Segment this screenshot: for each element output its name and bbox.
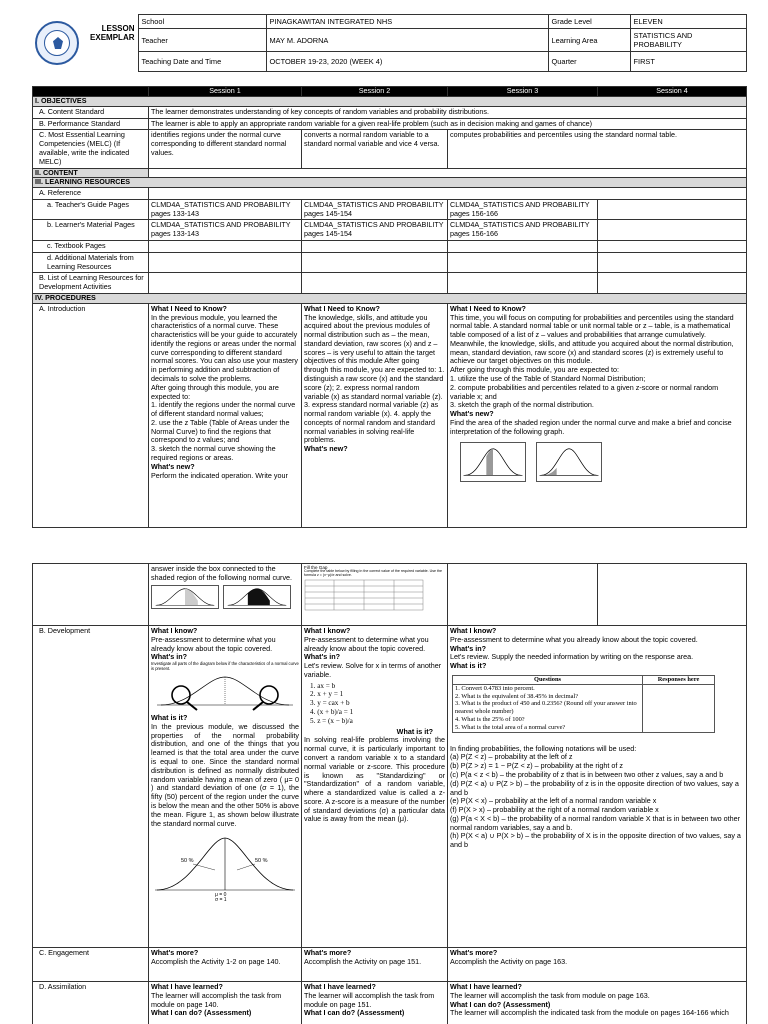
session-1-header: Session 1 — [149, 87, 302, 97]
header-table — [32, 14, 747, 72]
quarter-value: FIRST — [630, 52, 746, 72]
list-resources-label: B. List of Learning Resources for Development Activities — [33, 273, 149, 294]
assimilation-session-3: The learner will accomplish the task from module on page 163. — [450, 990, 650, 1000]
shaded-curve-1 — [151, 585, 219, 609]
tg-session-1: CLMD4A_STATISTICS AND PROBABILITY pages 133-143 — [149, 199, 302, 220]
fig-sigma-label: σ = 1 — [215, 897, 227, 903]
lesson-plan-table — [32, 86, 747, 528]
teacher-label: Teacher — [138, 29, 266, 52]
fig-mu-label: μ = 0 — [215, 892, 227, 899]
content-standard: The learner demonstrates understanding of key concepts of random variables and probability distributions. — [149, 106, 747, 118]
dev-session-3: What I know? Pre-assessment to determine what you already know about the topic covered. What's in? Let's review. Supply the needed information by writing on the response area. What is it? Questions Responses here 1. Convert 0.4783 into percent. 2. What is the equivalent of 38.45% in decimal? 3. What is the product of 450 and 0.2356? (Round off your answer into nearest whole number) 4. What is the 25% of 100? 5. What is the total area of a normal curve? In finding probabilities, the following notations will be used: (a) P(Z < z) – probability at the left of z (b) P(Z > z) = 1 − P(Z < z) – probability at the right of z (c) P(a < z < b) – the probability of z that is in between two other z values, say a and b (d) P(Z < a) ∪ P(Z > b) – the probability of z is in the opposite direction of two values, say a and b (e) P(X < x) – probability at the left of a normal random variable x (f) P(X > x) – probability at the right of a normal random variable x (g) P(a < X < b) – the probability of a normal random variable X that is in between two other normal random variables, say a and b. (h) P(X < a) ∪ P(X > b) – the probability of X is in the opposite direction of two values, say a and b — [448, 626, 747, 948]
procedures-heading: IV. PROCEDURES — [33, 293, 747, 303]
learners-material-label: b. Learner's Material Pages — [33, 220, 149, 241]
objectives-heading: I. OBJECTIVES — [33, 97, 747, 107]
teacher-value: MAY M. ADORNA — [266, 29, 548, 52]
normal-curve-thumbnail-1 — [460, 442, 526, 482]
intro-session-3: What I Need to Know? This time, you will focus on computing for probabilities and percentiles using the standard normal table. A standard normal table or unit normal table or z – table, is a mathematical table composed of a list of z – values and probabilities that arrange cumulatively. Meanwhile, the knowledge, skills, and attitude you acquired about the normal distribution, mean, standard deviation, raw score (x) and standard scores (z) is extremely useful to achieve our target objectives on this module. After going through this module, you are expected to: 1. utilize the use of the Table of Standard Normal Distribution; 2. compute probabilities and percentiles related to a given z-score or normal random variable x; and 3. sketch the graph of the normal distribution. What's new? Find the area of the shaded region under the normal curve and make a brief and concise interpretation of the following graph. — [448, 303, 747, 527]
questions-header: Questions — [453, 675, 643, 684]
session-4-header: Session 4 — [598, 87, 747, 97]
fig-left-label: 50 % — [181, 858, 194, 865]
seal-icon — [35, 21, 79, 65]
school-label: School — [138, 15, 266, 29]
assimilation-session-1: The learner will accomplish the task from module on page 140. — [151, 990, 282, 1009]
intro-session-1: What I Need to Know? In the previous module, you learned the characteristics of a normal curve. These characteristics will be your guide to accurately identify the regions or areas under the normal curve corresponding to different standard normal scores. You can also use your mastery in performing addition and subtraction of decimals to solve the problems. After going through this module, you are expected to: 1. identify the regions under the normal curve of different standard normal values; 2. use the z Table (Table of Areas under the Normal Curve) to find the regions that correspond to z values; and 3. sketch the normal curve showing the required regions or areas. What's new? Perform the indicated operation. Write your — [149, 303, 302, 527]
lesson-exemplar-title: LESSON EXEMPLAR — [90, 23, 135, 43]
melc-session-1: identifies regions under the normal curve corresponding to different standard normal values. — [149, 130, 302, 168]
area-label: Learning Area — [548, 29, 630, 52]
response-area[interactable] — [643, 684, 715, 732]
melc-label: C. Most Essential Learning Competencies (MELC) (If available, write the indicated MELC) — [33, 130, 149, 168]
review-questions: 1. Convert 0.4783 into percent. 2. What is the equivalent of 38.45% in decimal? 3. What is the product of 450 and 0.2356? (Round off your answer into nearest whole number) 4. What is the 25% of 100? 5. What is the total area of a normal curve? — [453, 684, 643, 732]
grade-value: ELEVEN — [630, 15, 746, 29]
school-value: PINAGKAWITAN INTEGRATED NHS — [266, 15, 548, 29]
engagement-session-1: Accomplish the Activity 1-2 on page 140. — [151, 956, 281, 966]
fill-gap-table-image — [304, 579, 424, 611]
deped-seal — [32, 15, 80, 72]
dev-session-1: What I know? Pre-assessment to determine what you already know about the topic covered. What's in? Investigate all parts of the diagram below if the characteristics of a normal curve is present. What is it? In the previous module, we discussed the properties of the normal probability distribution, and one of the things that you learned is that the total area under the curve is equal to one. Since the standard normal distribution is defined as normally distributed random variable having a mean of zero ( μ= 0 ) and standard deviation of one (σ = 1), the fifty (50) percent of the region under the curve is below the mean and the other 50% is above the mean. Figure 1, as shown below illustrate the standard normal curve. 50 % 50 % μ = 0 σ = 1 — [149, 626, 302, 948]
normal-curve-thumbnail-2 — [536, 442, 602, 482]
tg-session-3: CLMD4A_STATISTICS AND PROBABILITY pages 156-166 — [448, 199, 598, 220]
probability-notations: (a) P(Z < z) – probability at the left of z (b) P(Z > z) = 1 − P(Z < z) – probability at the right of z (c) P(a < z < b) – the probability of z that is in between two other z values, say a and b (d) P(Z < a) ∪ P(Z > b) – the probability of z is in the opposite direction of two values, say a and b (e) P(X < x) – probability at the left of a normal random variable x (f) P(X > x) – probability at the right of a normal random variable x (g) P(a < X < b) – the probability of a normal random variable X that is in between two other normal random variables, say a and b. (h) P(X < a) ∪ P(X > b) – the probability of X is in the opposite direction of two values, say a and b — [450, 752, 741, 850]
grade-label: Grade Level — [548, 15, 630, 29]
assimilation-label: D. Assimilation — [33, 982, 149, 1024]
reference-label: A. Reference — [33, 188, 149, 200]
performance-standard-label: B. Performance Standard — [33, 118, 149, 130]
engagement-label: C. Engagement — [33, 948, 149, 982]
additional-materials-label: d. Additional Materials from Learning Resources — [33, 252, 149, 273]
equation-list: 1. ax = b 2. x + y = 1 3. y = cax + b 4. (x + b)/a = 1 5. z = (x − b)/a — [310, 681, 354, 725]
date-label: Teaching Date and Time — [138, 52, 266, 72]
melc-session-3: computes probabilities and percentiles using the standard normal table. — [448, 130, 747, 168]
lesson-exemplar-page-1 — [32, 14, 746, 530]
intro-s1-objectives: 1. identify the regions under the normal curve of different standard normal values; 2. use the z Table (Table of Areas under the Normal Curve) to find the regions that correspond to z values; and 3. sketch the normal curve showing the required regions or areas. — [151, 400, 296, 462]
responses-header: Responses here — [643, 675, 715, 684]
tg-session-2: CLMD4A_STATISTICS AND PROBABILITY pages 145-154 — [302, 199, 448, 220]
magnifier-diagram — [151, 671, 299, 711]
lesson-exemplar-page-2 — [32, 563, 746, 1024]
session-2-header: Session 2 — [302, 87, 448, 97]
area-value: STATISTICS AND PROBABILITY — [630, 29, 746, 52]
engagement-session-2: Accomplish the Activity on page 151. — [304, 956, 422, 966]
lesson-plan-table-continued: answer inside the box connected to the shaded region of the following normal curve. Fill the Gap Complete the table below by filling in the correct value of the required variable. Use the formula z = (x−μ)/σ and solve. B. Development What I know? Pre-assessment to determine what you already know about the topic covered. What's in? Investigate all parts of the diagram below if the characteristics of a normal curve is present. What is it? In the previous module, we discussed the properties of the normal probability distribution, and one of the things that you learned is that the total area under the curve is equal to one. Since the standard normal distribution is defined as normally distributed random variable having a mean of zero ( μ= 0 ) and standard deviation of one (σ = 1), the fifty (50) percent of the region under the curve is below the mean and the other 50% is above the mean. Figure 1, as shown below illustrate the standard normal curve. 50 % 50 % μ = 0 σ = 1 What I know? Pre-assessment to determine what you already know about the topic covered. What's in? Let's review. Solve for x in terms of another variable. 1. ax = b 2. x + y = 1 3. y = cax + b 4. (x + b)/a = 1 5. z = (x − b)/a What is it? In solving real-life problems involving the normal curve, it is particularly important to convert a random variable x to a standard normal variable or z-score. This procedure is known as "Standardizing" or "Standardization" of a random variable, where a standardized value is called a z-score. A z-score is a measure of the number of standard deviations (σ) a particular data value is away from the mean (μ). What I know? Pre-assessment to determine what you already know about the topic covered. What's in? Let's review. Supply the needed information by writing on the response area. What is it? Questions Responses here 1. Convert 0.4783 into percent. 2. What is the equivalent of 38.45% in decimal? 3. What is the product of 450 and 0.2356? (Round off your answer into nearest whole number) 4. What is the 25% of 100? 5. What is the total area of a normal curve? In finding probabilities, the following notations will be used: (a) P(Z < z) – probability at the left of z (b) P(Z > z) = 1 − P(Z < z) – probability at the right of z (c) P(a < z < b) – the probability of z that is in between two other z values, say a and b (d) P(Z < a) ∪ P(Z > b) – the probability of z is in the opposite direction of two values, say a and b (e) P(X < x) – probability at the left of a normal random variable x (f) P(X > x) – probability at the right of a normal random variable x (g) P(a < X < b) – the probability of a normal random variable X that is in between two other normal random variables, say a and b. (h) P(X < a) ∪ P(X > b) – the probability of X is in the opposite direction of two values, say a and b C. Engagement What's more? Accomplish the Activity 1-2 on page 140. What's more? Accomplish the Activity on page 151. What's more? Accomplish the Activity on page 163. D. Assimilation What I have learned? The learner will accomplish the task from module on page 140. What I can do? (Assessment) What I have learned? The learner will accomplish the task from module on page 151. What I can do? (Assessment) What I have learned? The learner will accomplish the task from module on page 163. What I can do? (Assessment) The learner will accomplish the indicated task from the module on pages 164-166 which — [32, 563, 747, 1024]
date-value: OCTOBER 19-23, 2020 (WEEK 4) — [266, 52, 548, 72]
lm-session-3: CLMD4A_STATISTICS AND PROBABILITY pages 156-166 — [448, 220, 598, 241]
intro-session-2: What I Need to Know? The knowledge, skills, and attitude you acquired about the previous modules of normal distribution such as – the mean, standard deviation, raw scores (x) and z – scores – is very useful to attain the target objectives of this module After going through this module, you are expected to: 1. distinguish a raw score (x) and the standard score (z); 2. express normal random variable (x) as standard normal variable (z). 3. express standard normal variable (z) as normal random variable (x). 4. apply the concepts of normal random and standard normal variables in solving real-life problems. What's new? — [302, 303, 448, 527]
content-standard-label: A. Content Standard — [33, 106, 149, 118]
assimilation-session-2: The learner will accomplish the task from module on page 151. — [304, 990, 435, 1009]
textbook-pages-label: c. Textbook Pages — [33, 241, 149, 253]
content-heading: II. CONTENT — [33, 168, 149, 178]
quarter-label: Quarter — [548, 52, 630, 72]
learning-resources-heading: III. LEARNING RESOURCES — [33, 178, 747, 188]
development-label: B. Development — [33, 626, 149, 948]
teachers-guide-label: a. Teacher's Guide Pages — [33, 199, 149, 220]
assimilation-session-3-assessment: The learner will accomplish the indicated task from the module on pages 164-166 which — [450, 1008, 729, 1018]
engagement-session-3: Accomplish the Activity on page 163. — [450, 956, 568, 966]
cont-session-1: answer inside the box connected to the shaded region of the following normal curve. — [149, 564, 302, 626]
standard-normal-curve-figure — [151, 830, 299, 902]
dev-session-2: What I know? Pre-assessment to determine what you already know about the topic covered. What's in? Let's review. Solve for x in terms of another variable. 1. ax = b 2. x + y = 1 3. y = cax + b 4. (x + b)/a = 1 5. z = (x − b)/a What is it? In solving real-life problems involving the normal curve, it is particularly important to convert a random variable x to a standard normal variable or z-score. This procedure is known as "Standardizing" or "Standardization" of a random variable, where a standardized value is called a z-score. A z-score is a measure of the number of standard deviations (σ) a particular data value is away from the mean (μ). — [302, 626, 448, 948]
review-questions-table — [452, 675, 715, 733]
lm-session-2: CLMD4A_STATISTICS AND PROBABILITY pages 145-154 — [302, 220, 448, 241]
introduction-label: A. Introduction — [33, 303, 149, 527]
shaded-curve-2 — [223, 585, 291, 609]
fig-right-label: 50 % — [255, 858, 268, 865]
melc-session-2: converts a normal random variable to a standard normal variable and vice 4 versa. — [302, 130, 448, 168]
lm-session-1: CLMD4A_STATISTICS AND PROBABILITY pages 133-143 — [149, 220, 302, 241]
cont-session-2: Fill the Gap Complete the table below by filling in the correct value of the required variable. Use the formula z = (x−μ)/σ and solve. — [302, 564, 448, 626]
performance-standard: The learner is able to apply an appropriate random variable for a given real-life problem (such as in decision making and games of chance) — [149, 118, 747, 130]
session-3-header: Session 3 — [448, 87, 598, 97]
